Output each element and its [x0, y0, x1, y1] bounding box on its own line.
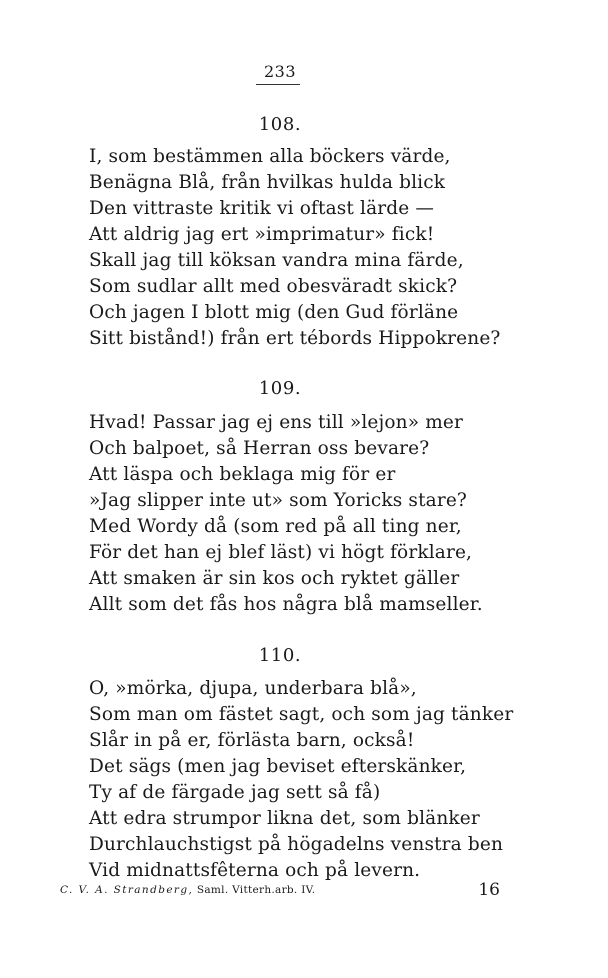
footer-author: C. V. A. Strandberg,: [60, 884, 194, 896]
verse-line: Som man om fästet sagt, och som jag tänker: [89, 704, 514, 725]
verse-line: Att smaken är sin kos och ryktet gäller: [89, 568, 460, 589]
verse-line: Allt som det fås hos några blå mamseller.: [89, 594, 483, 615]
verse-line: Och balpoet, så Herran oss bevare?: [89, 438, 430, 459]
page-footer: [60, 880, 500, 900]
verse-line: Slår in på er, förlästa barn, också!: [89, 730, 415, 751]
verse-line: Och jagen I blott mig (den Gud förläne: [89, 302, 459, 323]
verse-line: Skall jag till köksan vandra mina färde,: [89, 250, 464, 271]
stanza-number: 110.: [258, 645, 302, 666]
page-number-rule: [256, 84, 300, 85]
signature-mark: 16: [478, 880, 500, 900]
verse-line: Att läspa och beklaga mig för er: [89, 464, 396, 485]
footer-work: Saml. Vitterh.arb. IV.: [193, 884, 316, 896]
stanza: [89, 676, 513, 884]
verse-line: Det sägs (men jag beviset efterskänker,: [89, 756, 467, 777]
verse-line: O, »mörka, djupa, underbara blå»,: [89, 678, 417, 699]
verse-line: Med Wordy då (som red på all ting ner,: [89, 516, 462, 537]
stanza: [89, 144, 501, 352]
page-number: 233: [263, 62, 297, 81]
verse-line: Durchlauchstigst på högadelns venstra ben: [89, 834, 504, 855]
verse-line: Sitt bistånd!) från ert tébords Hippokrene?: [89, 328, 501, 349]
verse-line: »Jag slipper inte ut» som Yoricks stare?: [89, 490, 467, 511]
verse-line: Att edra strumpor likna det, som blänker: [89, 808, 480, 829]
verse-line: I, som bestämmen alla böckers värde,: [89, 146, 451, 167]
stanza: [89, 410, 483, 618]
stanza-number: 109.: [258, 378, 302, 399]
verse-line: För det han ej blef läst) vi högt förklare,: [89, 542, 473, 563]
verse-line: Den vittraste kritik vi oftast lärde —: [89, 198, 435, 219]
verse-line: Att aldrig jag ert »imprimatur» fick!: [89, 224, 435, 245]
verse-line: Benägna Blå, från hvilkas hulda blick: [89, 172, 446, 193]
stanza-number: 108.: [258, 114, 302, 135]
verse-line: Som sudlar allt med obesväradt skick?: [89, 276, 458, 297]
verse-line: Vid midnattsfêterna och på levern.: [89, 860, 421, 881]
verse-line: Hvad! Passar jag ej ens till »lejon» mer: [89, 412, 464, 433]
footer-note: [60, 884, 315, 896]
verse-line: Ty af de färgade jag sett så få): [89, 782, 381, 803]
